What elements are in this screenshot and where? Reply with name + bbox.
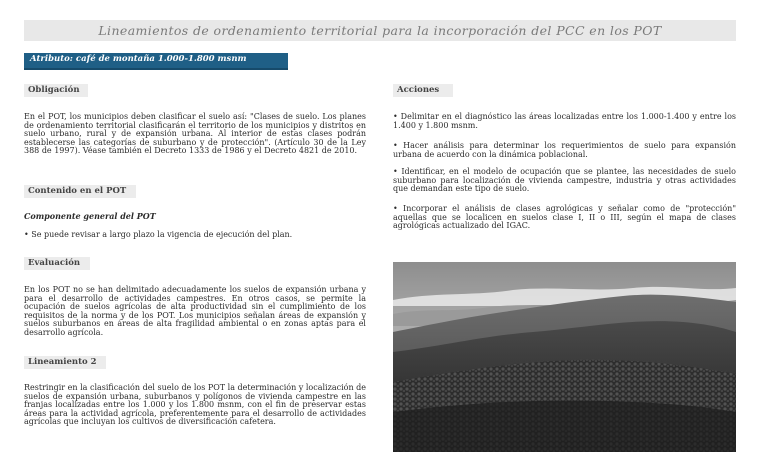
section-heading-text: Lineamiento 2: [28, 357, 97, 367]
mountain-landscape-photo: [393, 262, 736, 452]
document-title: Lineamientos de ordenamiento territorial para la incorporación del PCC en los POT: [98, 23, 662, 38]
lineamiento-text: Restringir en la clasificación del suelo de los POT la determinación y localización de suelos de expansión urbana, suburbanos y polígonos de vivienda campestre en las franjas localizadas entre los 1.000 y los 1.800 msnm, con el fin de preservar estas áreas para la actividad agrícola, preferentemente para el desarrollo de actividades agrícolas que incluyan los cultivos de diversificación cafetera.: [24, 383, 366, 427]
acciones-item: • Hacer análisis para determinar los requerimientos de suelo para expansión urbana de acuerdo con la dinámica poblacional.: [393, 141, 736, 159]
section-heading-text: Evaluación: [28, 258, 81, 268]
contenido-bullet: • Se puede revisar a largo plazo la vigencia de ejecución del plan.: [24, 230, 293, 239]
section-heading-contenido: [24, 185, 136, 198]
contenido-subheading: Componente general del POT: [24, 211, 156, 221]
section-heading-text: Obligación: [28, 85, 80, 95]
document-title-bar: [24, 20, 736, 41]
acciones-item: • Incorporar el análisis de clases agrológicas y señalar como de "protección" aquellas que se localicen en suelos clase I, II o III, según el mapa de clases agrológicas actualizado del IGAC.: [393, 204, 736, 231]
obligacion-text: En el POT, los municipios deben clasificar el suelo así: "Clases de suelo. Los planes de ordenamiento territorial clasificarán el territorio de los municipios y distritos en suelo urbano, rural y de expansión urbana. Al interior de estas clases podrán establecerse las categorías de suburbano y de protección". (Artículo 30 de la Ley 388 de 1997). Véase también el Decreto 1333 de 1986 y el Decreto 4821 de 2010.: [24, 112, 366, 156]
section-heading-lineamiento: [24, 356, 106, 369]
acciones-item: • Delimitar en el diagnóstico las áreas localizadas entre los 1.000-1.400 y entre los 1.400 y 1.800 msnm.: [393, 112, 736, 130]
acciones-item: • Identificar, en el modelo de ocupación que se plantee, las necesidades de suelo suburbano para localización de vivienda campestre, industria y otras actividades que demandan este tipo de suelo.: [393, 167, 736, 194]
evaluacion-text: En los POT no se han delimitado adecuadamente los suelos de expansión urbana y para el desarrollo de actividades campestres. En otros casos, se permite la ocupación de suelos agrícolas de alta productividad sin el cumplimiento de los requisitos de la norma y de los POT. Los municipios señalan áreas de expansión y suelos suburbanos en áreas de alta fragilidad ambiental o en zonas aptas para el desarrollo agrícola.: [24, 285, 366, 337]
section-heading-evaluacion: [24, 257, 90, 270]
mountain-landscape-image: [393, 262, 736, 452]
section-heading-acciones: [393, 84, 453, 97]
attribute-banner: [24, 53, 288, 70]
attribute-label: Atributo: café de montaña 1.000-1.800 msnm: [30, 54, 247, 64]
section-heading-obligacion: [24, 84, 88, 97]
section-heading-text: Contenido en el POT: [28, 186, 127, 196]
section-heading-text: Acciones: [397, 85, 440, 95]
